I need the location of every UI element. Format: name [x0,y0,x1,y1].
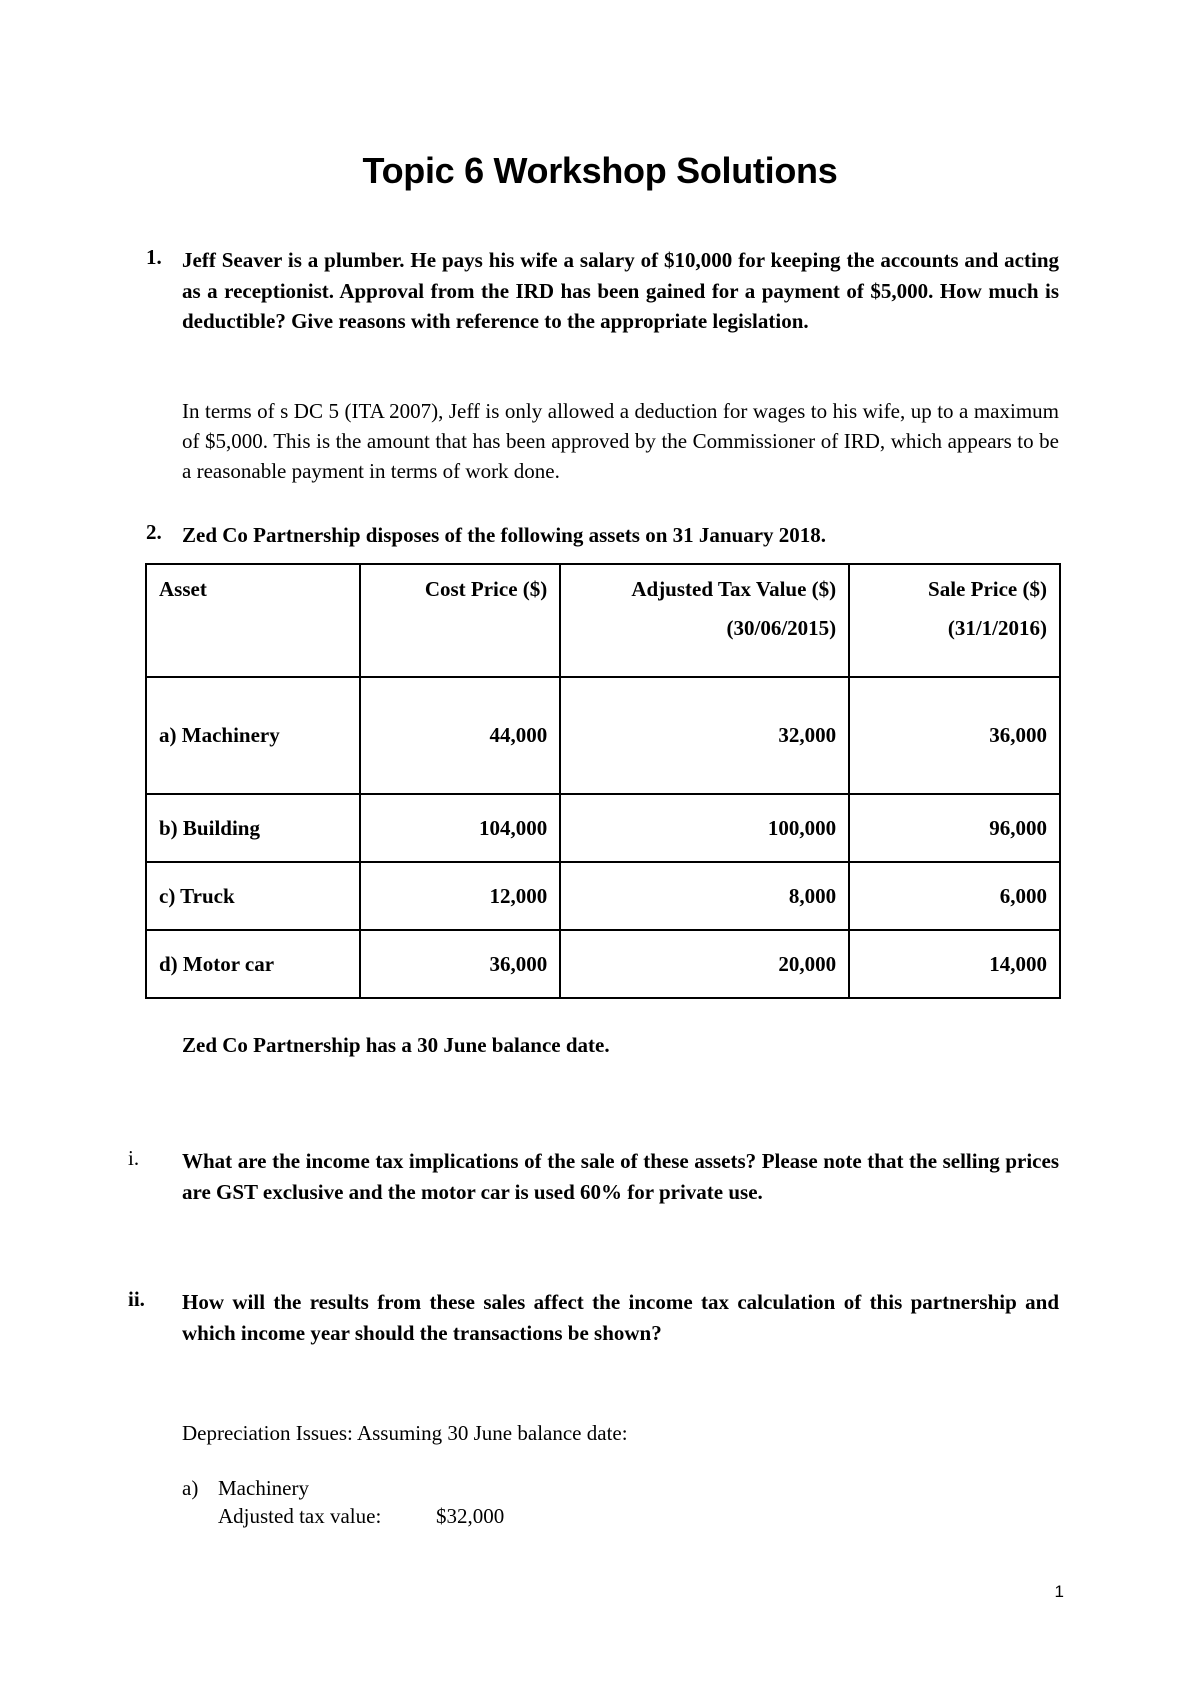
header-sale-date: (31/1/2016) [947,616,1047,640]
sub-a-name: Machinery [218,1476,309,1500]
part-ii-label: ii. [128,1287,145,1311]
cell-sale: 36,000 [849,677,1060,794]
table-row [146,930,1060,998]
part-i-label: i. [128,1146,140,1170]
cell-atv: 100,000 [560,794,849,862]
sub-a-label: a) [182,1476,199,1500]
part-i-text: What are the income tax implications of the sale of these assets? Please note that the selling prices are GST exclusive and the motor car is used 60% for private use. [182,1149,1059,1204]
cell-sale: 14,000 [849,930,1060,998]
question-1-answer: In terms of s DC 5 (ITA 2007), Jeff is only allowed a deduction for wages to his wife, up to a maximum of $5,000. This is the amount that has been approved by the Commissioner of IRD, which appears to be a reasonable payment in terms of work done. [182,399,1059,483]
adjusted-tax-value-amount: $32,000 [436,1504,505,1528]
cell-sale: 96,000 [849,794,1060,862]
header-sale-label: Sale Price ($) [928,577,1047,601]
cell-asset: d) Motor car [146,930,360,998]
cell-asset: b) Building [146,794,360,862]
depreciation-heading: Depreciation Issues: Assuming 30 June balance date: [182,1421,628,1445]
cell-cost: 104,000 [360,794,561,862]
header-sale-price [849,564,1060,677]
cell-atv: 8,000 [560,862,849,930]
header-atv-label: Adjusted Tax Value ($) [631,577,837,601]
balance-date-note: Zed Co Partnership has a 30 June balance date. [182,1033,610,1057]
page-number: 1 [1054,1582,1064,1601]
cell-atv: 20,000 [560,930,849,998]
cell-asset: c) Truck [146,862,360,930]
table-row [146,862,1060,930]
question-2-number: 2. [146,520,162,544]
header-adjusted-tax-value [560,564,849,677]
cell-atv: 32,000 [560,677,849,794]
adjusted-tax-value-label: Adjusted tax value: [218,1504,382,1528]
table-row [146,677,1060,794]
part-ii-text: How will the results from these sales affect the income tax calculation of this partnership and which income year should the transactions be shown? [182,1290,1059,1345]
assets-table [145,563,1061,999]
header-asset: Asset [146,564,360,677]
cell-sale: 6,000 [849,862,1060,930]
cell-cost: 44,000 [360,677,561,794]
question-2-text: Zed Co Partnership disposes of the following assets on 31 January 2018. [182,523,827,547]
header-atv-date: (30/06/2015) [726,616,837,640]
question-1-text: Jeff Seaver is a plumber. He pays his wife a salary of $10,000 for keeping the accounts and acting as a receptionist. Approval from the IRD has been gained for a payment of $5,000. How much is deductible? Give reasons with reference to the appropriate legislation. [182,248,1059,333]
cell-cost: 36,000 [360,930,561,998]
cell-asset: a) Machinery [146,677,360,794]
question-1-number: 1. [146,245,162,269]
page-title: Topic 6 Workshop Solutions [362,150,838,191]
cell-cost: 12,000 [360,862,561,930]
table-header-row [146,564,1060,677]
table-row [146,794,1060,862]
header-cost-price: Cost Price ($) [360,564,561,677]
